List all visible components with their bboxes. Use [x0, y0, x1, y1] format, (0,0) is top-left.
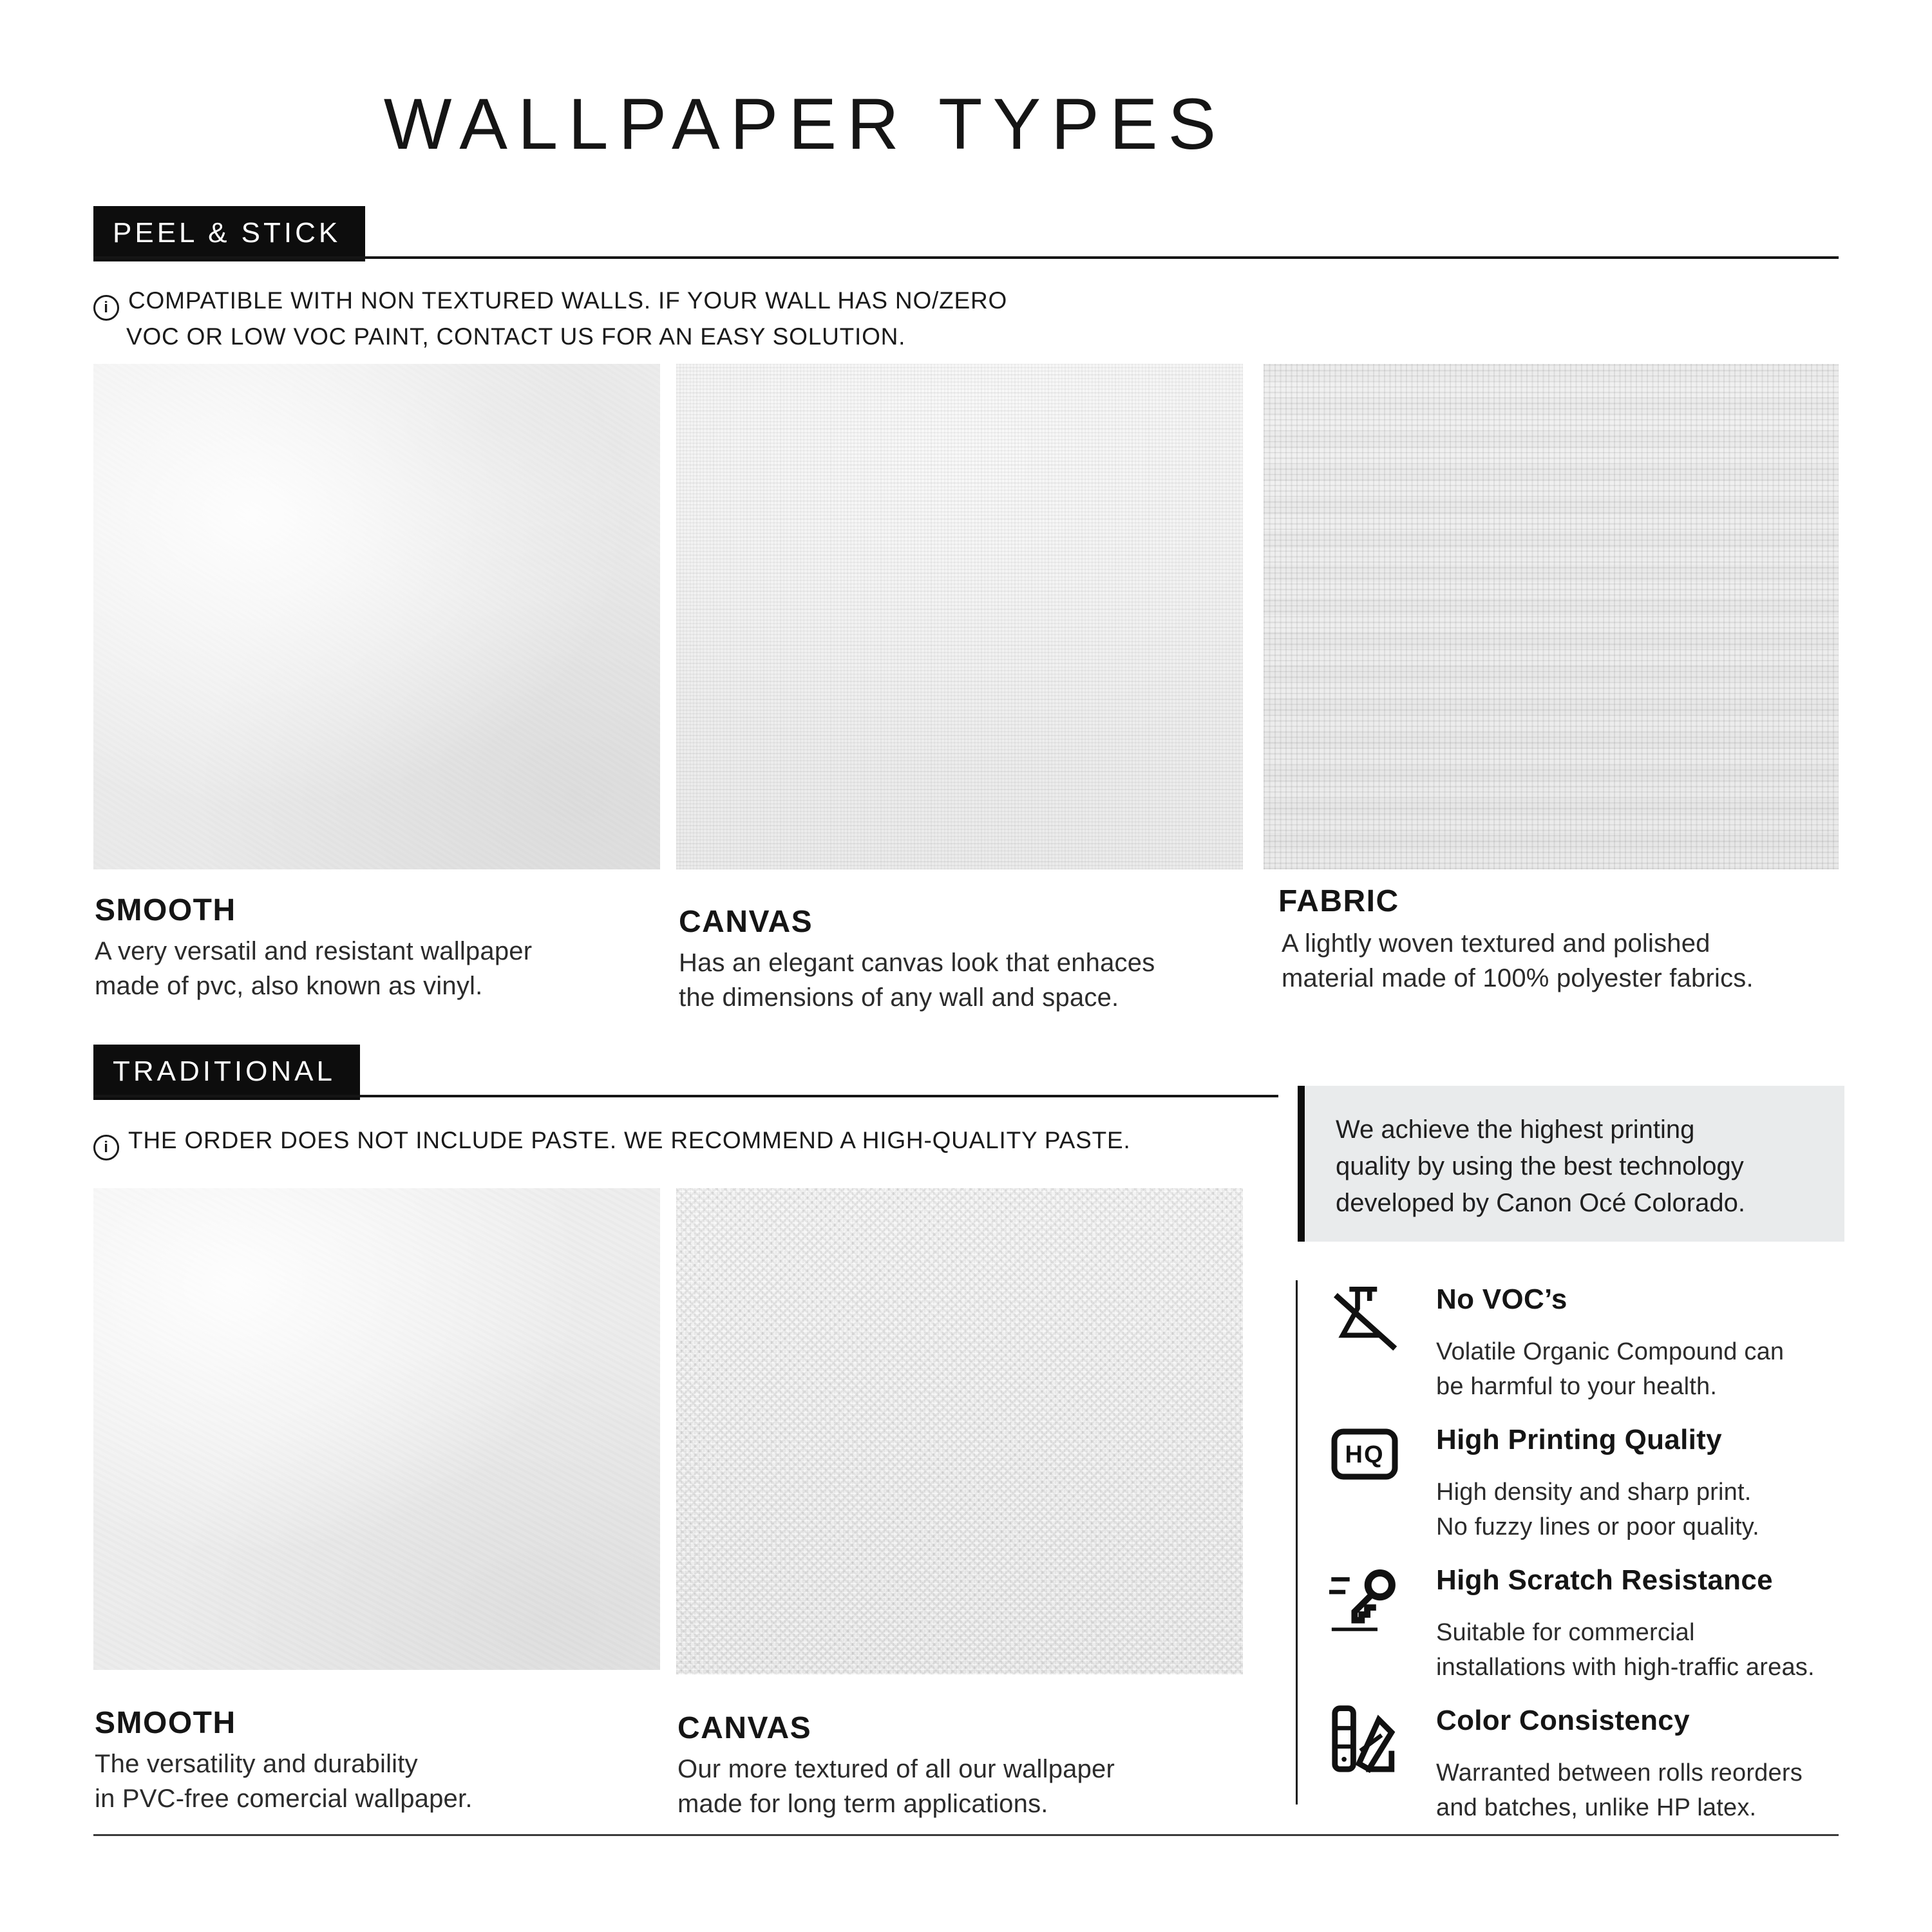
traditional-rule [93, 1095, 1278, 1097]
feature-desc-line: and batches, unlike HP latex. [1436, 1794, 1757, 1821]
swatch-desc [95, 934, 532, 1003]
feature-high-scratch-resistance [1329, 1562, 1883, 1685]
feature-desc-line: Warranted between rolls reorders [1436, 1759, 1803, 1786]
swatch-desc-line: Has an elegant canvas look that enhaces [679, 949, 1155, 977]
feature-desc-line: High density and sharp print. [1436, 1479, 1752, 1506]
feature-desc [1436, 1334, 1784, 1404]
traditional-badge-label: TRADITIONAL [93, 1045, 360, 1100]
feature-no-vocs [1329, 1282, 1883, 1404]
swatch-name: FABRIC [1278, 884, 1399, 918]
quality-statement-line: We achieve the highest printing [1336, 1115, 1695, 1144]
feature-text [1436, 1703, 1803, 1825]
swatch-desc-line: in PVC-free comercial wallpaper. [95, 1785, 473, 1813]
traditional-note-line1 [93, 1127, 1131, 1160]
swatch-name: CANVAS [677, 1711, 812, 1745]
feature-desc [1436, 1756, 1803, 1825]
peel-stick-badge [93, 206, 365, 261]
feature-high-printing-quality [1329, 1422, 1883, 1544]
swatch-name: CANVAS [679, 905, 813, 939]
feature-text [1436, 1562, 1815, 1685]
feature-text [1436, 1282, 1784, 1404]
swatch-name: SMOOTH [95, 893, 236, 927]
peel-stick-note-text2: VOC OR LOW VOC PAINT, CONTACT US FOR AN EASY SOLUTION. [126, 323, 906, 350]
feature-desc-line: No fuzzy lines or poor quality. [1436, 1513, 1759, 1540]
traditional-smooth-swatch-image [93, 1188, 660, 1670]
feature-title: Color Consistency [1436, 1705, 1690, 1736]
no-voc-flask-icon [1329, 1283, 1406, 1404]
feature-title: High Scratch Resistance [1436, 1564, 1773, 1596]
info-icon: i [93, 295, 119, 321]
swatch-name: SMOOTH [95, 1706, 236, 1740]
peel-stick-note-text1: COMPATIBLE WITH NON TEXTURED WALLS. IF YOUR WALL HAS NO/ZERO [128, 287, 1008, 314]
traditional-badge [93, 1045, 360, 1100]
swatch-desc [1282, 926, 1754, 996]
feature-desc [1436, 1475, 1759, 1544]
feature-desc-line: installations with high-traffic areas. [1436, 1654, 1815, 1681]
peel-stick-note-line2 [126, 323, 905, 350]
quality-statement-box [1298, 1086, 1844, 1242]
swatch-desc [95, 1747, 473, 1816]
peel-stick-fabric-swatch-image [1264, 364, 1839, 869]
swatch-desc-line: made for long term applications. [677, 1790, 1048, 1818]
peel-stick-note-line1 [93, 287, 1007, 321]
swatch-desc-line: Our more textured of all our wallpaper [677, 1755, 1115, 1783]
swatch-desc-line: the dimensions of any wall and space. [679, 983, 1119, 1012]
swatch-desc-line: The versatility and durability [95, 1750, 418, 1778]
hq-glyph: HQ [1345, 1441, 1385, 1468]
color-swatch-icon [1329, 1704, 1406, 1825]
feature-desc [1436, 1615, 1815, 1685]
key-scratch-icon [1329, 1564, 1406, 1685]
swatch-desc-line: made of pvc, also known as vinyl. [95, 972, 483, 1000]
hq-badge-icon [1329, 1423, 1406, 1544]
bottom-rule [93, 1834, 1839, 1836]
peel-stick-badge-label: PEEL & STICK [93, 206, 365, 261]
feature-desc-line: Volatile Organic Compound can [1436, 1338, 1785, 1365]
traditional-note-text1: THE ORDER DOES NOT INCLUDE PASTE. WE RECOMMEND A HIGH-QUALITY PASTE. [128, 1127, 1131, 1153]
feature-title: No VOC’s [1436, 1283, 1567, 1315]
feature-title: High Printing Quality [1436, 1424, 1722, 1455]
feature-color-consistency [1329, 1703, 1883, 1825]
feature-desc-line: Suitable for commercial [1436, 1619, 1695, 1646]
swatch-desc [677, 1752, 1115, 1821]
quality-statement-line: developed by Canon Océ Colorado. [1336, 1189, 1745, 1217]
traditional-canvas-swatch-image [676, 1188, 1243, 1674]
peel-stick-canvas-swatch-image [676, 364, 1243, 869]
swatch-desc-line: material made of 100% polyester fabrics. [1282, 964, 1754, 992]
quality-statement-line: quality by using the best technology [1336, 1152, 1744, 1180]
peel-stick-smooth-swatch-image [93, 364, 660, 869]
swatch-desc [679, 945, 1155, 1015]
info-icon: i [93, 1135, 119, 1160]
swatch-desc-line: A lightly woven textured and polished [1282, 929, 1710, 958]
feature-text [1436, 1422, 1759, 1544]
swatch-desc-line: A very versatil and resistant wallpaper [95, 937, 533, 965]
features-divider-line [1296, 1280, 1298, 1804]
peel-stick-rule [93, 256, 1839, 259]
feature-desc-line: be harmful to your health. [1436, 1373, 1718, 1400]
page-title: WALLPAPER TYPES [383, 84, 1227, 164]
